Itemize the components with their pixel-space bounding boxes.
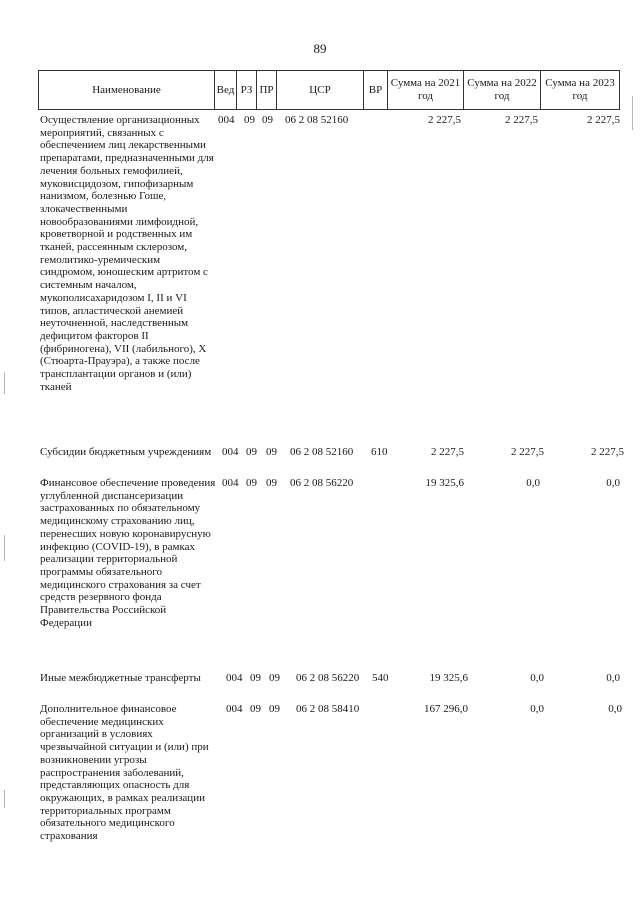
- row-pr: 09: [269, 672, 280, 684]
- page-number: 89: [313, 41, 327, 56]
- row-csr: 06 2 08 52160: [285, 114, 349, 126]
- row-name: Субсидии бюджетным учреждениям: [40, 446, 212, 458]
- row-sum-2023: 2 227,5: [587, 114, 620, 126]
- row-rz: 09: [250, 703, 261, 715]
- row-pr: 09: [262, 114, 273, 126]
- row-ved: 004: [218, 114, 235, 126]
- row-sum-2023: 0,0: [606, 477, 620, 489]
- row-name: Финансовое обеспечение проведения углубленной диспансеризации застрахованных по обязательному медицинскому страхованию лиц, перенесших новую коронавирусную инфекцию (COVID-19), в рамках реализации территориальной программы обязательного медицинского страхования за счет средств резервного фонда Правительства Российской Федерации: [40, 477, 216, 629]
- row-rz: 09: [250, 672, 261, 684]
- row-pr: 09: [266, 477, 277, 489]
- row-pr: 09: [269, 703, 280, 715]
- header-rz: РЗ: [236, 71, 256, 109]
- row-csr: 06 2 08 56220: [290, 477, 354, 489]
- row-ved: 004: [226, 703, 243, 715]
- row-sum-2023: 0,0: [608, 703, 622, 715]
- row-sum-2021: 2 227,5: [431, 446, 464, 458]
- row-name: Иные межбюджетные трансферты: [40, 672, 201, 684]
- row-vr: 610: [371, 446, 388, 458]
- header-sum-2022: Сумма на 2022 год: [463, 71, 540, 109]
- row-rz: 09: [246, 446, 257, 458]
- header-sum-2021: Сумма на 2021 год: [387, 71, 463, 109]
- row-sum-2023: 2 227,5: [591, 446, 624, 458]
- row-sum-2021: 19 325,6: [429, 672, 468, 684]
- scan-margin-mark: [4, 372, 5, 394]
- row-csr: 06 2 08 58410: [296, 703, 360, 715]
- scan-margin-mark: [4, 790, 5, 808]
- row-name: Дополнительное финансовое обеспечение медицинских организаций в условиях чрезвычайной ситуации и (или) при возникновении угрозы распространения заболеваний, представляющих опасность для окружающих, в рамках реализации территориальных программ обязательного медицинского страхования: [40, 703, 209, 843]
- row-pr: 09: [266, 446, 277, 458]
- table-header: [38, 70, 620, 110]
- header-name: Наименование: [92, 83, 161, 96]
- header-sum-2023: Сумма на 2023 год: [540, 71, 619, 109]
- row-rz: 09: [246, 477, 257, 489]
- row-ved: 004: [222, 477, 239, 489]
- header-csr: ЦСР: [276, 71, 363, 109]
- row-sum-2023: 0,0: [606, 672, 620, 684]
- scan-margin-mark: [4, 535, 5, 561]
- row-vr: 540: [372, 672, 389, 684]
- row-sum-2022: 2 227,5: [505, 114, 538, 126]
- row-ved: 004: [226, 672, 243, 684]
- row-csr: 06 2 08 56220: [296, 672, 360, 684]
- scan-margin-mark: [632, 96, 633, 130]
- row-sum-2021: 2 227,5: [428, 114, 461, 126]
- row-rz: 09: [244, 114, 255, 126]
- row-ved: 004: [222, 446, 239, 458]
- row-sum-2021: 19 325,6: [425, 477, 464, 489]
- header-ved: Вед: [214, 71, 236, 109]
- header-pr: ПР: [256, 71, 276, 109]
- row-sum-2022: 2 227,5: [511, 446, 544, 458]
- row-sum-2022: 0,0: [530, 703, 544, 715]
- row-sum-2021: 167 296,0: [424, 703, 468, 715]
- row-csr: 06 2 08 52160: [290, 446, 354, 458]
- row-sum-2022: 0,0: [526, 477, 540, 489]
- row-sum-2022: 0,0: [530, 672, 544, 684]
- header-vr: ВР: [363, 71, 387, 109]
- row-name: Осуществление организационных мероприятий, связанных с обеспечением лиц лекарственными препаратами, предназначенными для лечения больных гемофилией, муковисцидозом, гипофизарным нанизмом, болезнью Гоше, злокачественными новообразованиями лимфоидной, кроветворной и родственных им тканей, рассеянным склерозом, гемолитико-уремическим синдромом, юношеским артритом с системным началом, мукополисахаридозом I, II и VI типов, апластической анемией неуточненной, наследственным дефицитом факторов II (фибриногена), VII (лабильного), X (Стюарта-Прауэра), а также после трансплантации органов и (или) тканей: [40, 114, 214, 393]
